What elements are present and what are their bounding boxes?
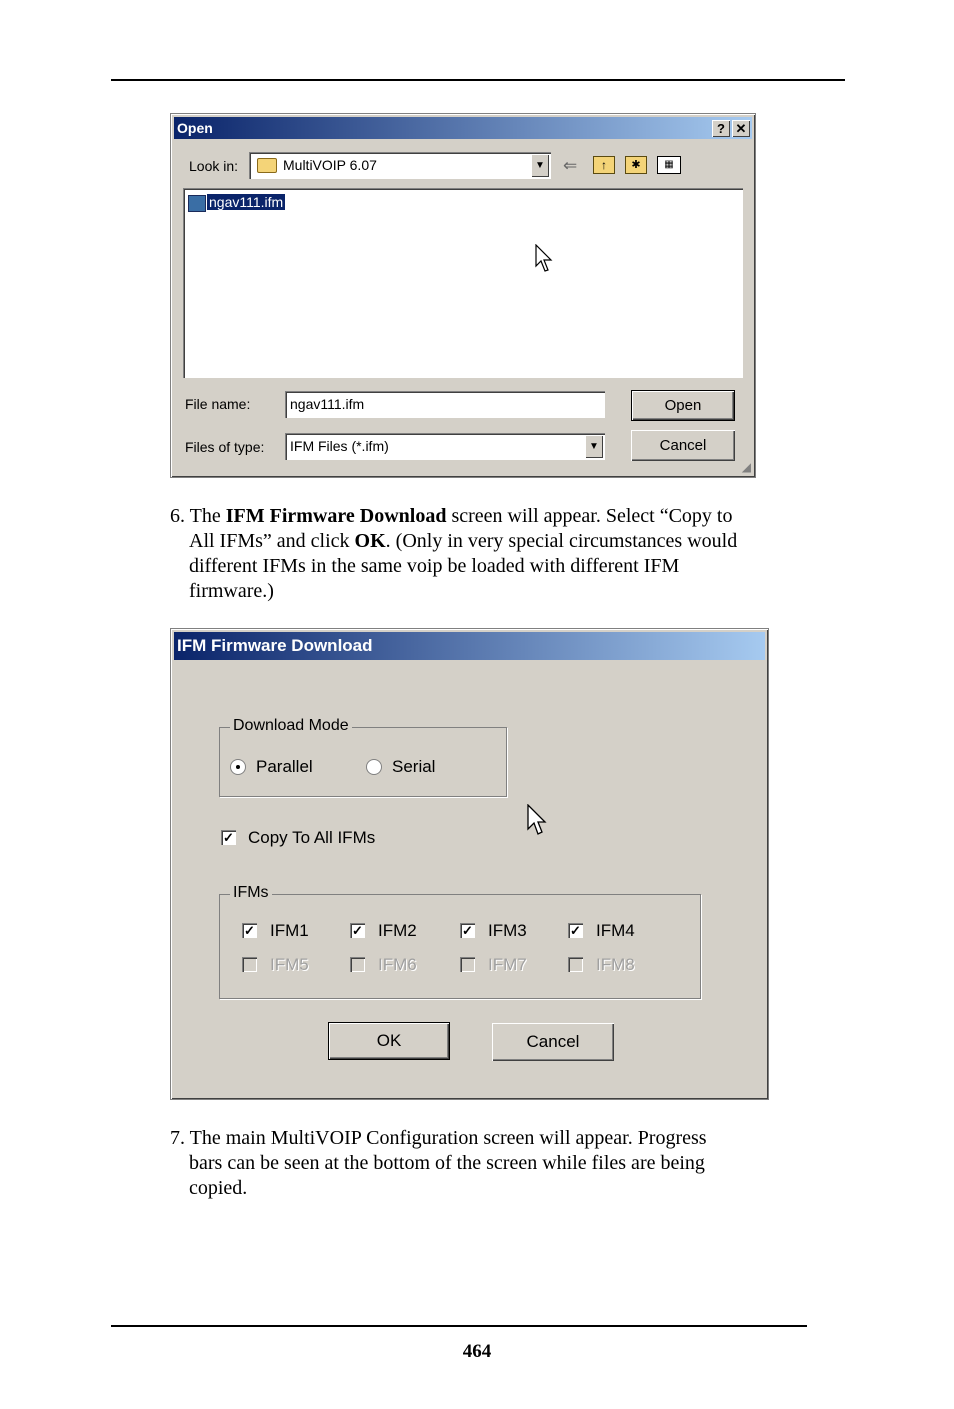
ifm7-checkbox — [460, 957, 475, 972]
files-of-type-value: IFM Files (*.ifm) — [290, 438, 389, 454]
cancel-button[interactable] — [492, 1023, 614, 1061]
ifm8-label: IFM8 — [596, 955, 635, 974]
ifm7-label: IFM7 — [488, 955, 527, 974]
file-item-label: ngav111.ifm — [209, 194, 284, 210]
ifm8-checkbox — [568, 957, 583, 972]
ifms-group — [219, 884, 701, 999]
cancel-button-label: Cancel — [526, 1032, 580, 1051]
copy-to-all-checkbox[interactable]: ✓ — [221, 830, 236, 845]
chevron-down-icon[interactable]: ▼ — [585, 435, 603, 458]
step-6-bold-ok: OK — [354, 530, 386, 552]
parallel-label: Parallel — [256, 757, 313, 776]
ifm-dialog-title: IFM Firmware Download — [177, 636, 373, 655]
ifm1-label: IFM1 — [270, 921, 309, 940]
help-button[interactable]: ? — [712, 120, 730, 137]
open-dialog-title: Open — [177, 120, 213, 136]
file-name-value: ngav111.ifm — [290, 396, 365, 412]
step-6-text: All IFMs” and click — [189, 530, 355, 552]
view-menu-icon[interactable]: ▦ — [657, 156, 681, 174]
chevron-down-icon[interactable]: ▼ — [531, 154, 549, 177]
top-rule — [111, 79, 845, 81]
step-6-text: . (Only in very special circumstances would — [385, 530, 738, 552]
step-7-line-1 — [170, 1126, 707, 1151]
step-6-text: screen will appear. Select “Copy to — [446, 505, 733, 527]
ifm5-label: IFM5 — [270, 955, 309, 974]
look-in-dropdown[interactable] — [249, 152, 551, 179]
step-6-bold-title: IFM Firmware Download — [225, 505, 447, 527]
ifm-download-dialog — [170, 628, 769, 1100]
close-button[interactable]: ✕ — [732, 120, 750, 137]
ok-button[interactable] — [328, 1022, 450, 1060]
open-dialog — [170, 113, 756, 478]
serial-label: Serial — [392, 757, 436, 776]
ifm4-checkbox[interactable]: ✓ — [568, 923, 583, 938]
open-button[interactable] — [631, 390, 735, 421]
ifm-dialog-titlebar — [174, 632, 765, 660]
step-6-line-4: firmware.) — [189, 580, 274, 602]
serial-radio[interactable] — [366, 759, 382, 775]
files-of-type-label: Files of type: — [185, 439, 265, 455]
look-in-value: MultiVOIP 6.07 — [283, 157, 377, 173]
ifm3-checkbox[interactable]: ✓ — [460, 923, 475, 938]
back-arrow-icon[interactable]: ⇐ — [563, 156, 578, 175]
step-6-line-1 — [170, 504, 732, 529]
page-number: 464 — [462, 1341, 492, 1362]
file-icon — [188, 195, 206, 212]
open-dialog-titlebar — [174, 117, 752, 139]
parallel-radio[interactable] — [230, 759, 246, 775]
step-6-number: 6. — [170, 505, 185, 527]
ifm5-checkbox — [242, 957, 257, 972]
step-7-number: 7. — [170, 1127, 185, 1149]
step-7-text: The main MultiVOIP Configuration screen will appear. Progress — [189, 1127, 707, 1149]
bottom-rule — [111, 1325, 807, 1327]
step-7-line-2: bars can be seen at the bottom of the screen while files are being — [189, 1152, 705, 1174]
cancel-button-label: Cancel — [659, 437, 707, 454]
ifm4-label: IFM4 — [596, 921, 635, 940]
file-name-field[interactable] — [285, 391, 605, 418]
file-name-label: File name: — [185, 396, 251, 412]
ifm1-checkbox[interactable]: ✓ — [242, 923, 257, 938]
step-7-line-3: copied. — [189, 1177, 248, 1199]
ok-button-label: OK — [376, 1031, 402, 1050]
look-in-label: Look in: — [189, 158, 239, 174]
open-button-label: Open — [664, 397, 702, 414]
download-mode-label: Download Mode — [230, 717, 352, 735]
cancel-button[interactable] — [631, 430, 735, 461]
files-of-type-dropdown[interactable] — [285, 433, 605, 460]
file-list[interactable] — [183, 188, 743, 378]
step-6-text: The — [189, 505, 226, 527]
copy-to-all-label: Copy To All IFMs — [248, 828, 376, 847]
folder-icon — [257, 158, 277, 173]
ifms-label: IFMs — [230, 884, 272, 902]
up-folder-icon[interactable]: ↑ — [593, 156, 615, 174]
new-folder-icon[interactable]: ✱ — [625, 156, 647, 174]
ifm2-checkbox[interactable]: ✓ — [350, 923, 365, 938]
mouse-cursor-icon — [535, 244, 555, 274]
resize-grip-icon[interactable]: ◢ — [741, 460, 751, 474]
ifm6-label: IFM6 — [378, 955, 417, 974]
download-mode-group — [219, 717, 507, 797]
step-6-line-2 — [189, 529, 737, 554]
mouse-cursor-icon — [527, 804, 549, 838]
ifm2-label: IFM2 — [378, 921, 417, 940]
ifm3-label: IFM3 — [488, 921, 527, 940]
ifm6-checkbox — [350, 957, 365, 972]
step-6-line-3: different IFMs in the same voip be loaded with different IFM — [189, 555, 680, 577]
